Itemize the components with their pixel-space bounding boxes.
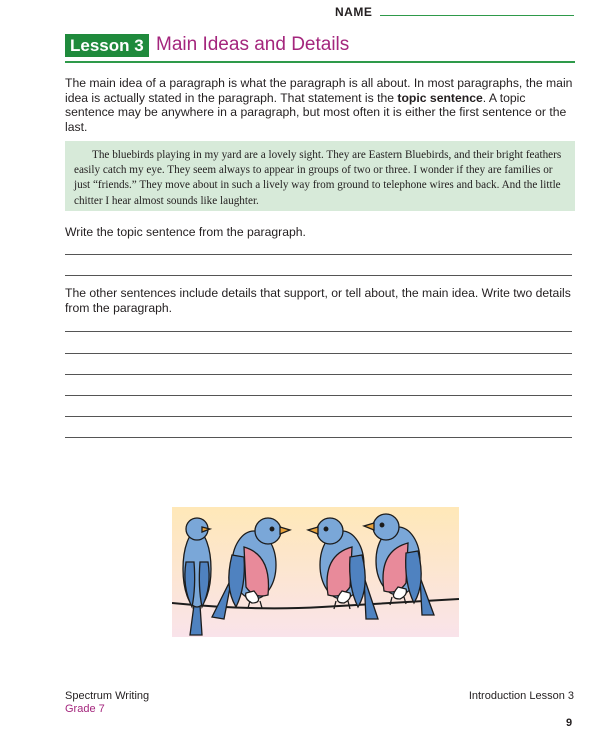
answer-line-3[interactable]	[65, 331, 572, 332]
footer-publisher: Spectrum Writing	[65, 690, 150, 702]
footer-section: Introduction Lesson 3	[468, 690, 574, 702]
name-label: NAME	[335, 5, 373, 19]
footer-grade: Grade 7	[65, 703, 105, 715]
question-topic-sentence: Write the topic sentence from the paragraph.	[65, 225, 306, 239]
answer-line-8[interactable]	[65, 437, 572, 438]
topic-sentence-term: topic sentence	[397, 90, 483, 105]
footer-left	[65, 690, 149, 716]
answer-line-6[interactable]	[65, 395, 572, 396]
lesson-badge: Lesson 3	[65, 34, 149, 57]
intro-text-after: . A topic sentence may be anywhere in a paragraph, but most often it is either the first sentence or the last.	[65, 90, 567, 134]
name-field[interactable]	[380, 15, 574, 16]
answer-line-5[interactable]	[65, 374, 572, 375]
answer-line-2[interactable]	[65, 275, 572, 276]
answer-line-1[interactable]	[65, 254, 572, 255]
intro-paragraph	[65, 76, 575, 134]
question-details: The other sentences include details that support, or tell about, the main idea. Write two details from the paragraph.	[65, 286, 571, 315]
bluebirds-on-wire-illustration	[172, 507, 459, 637]
answer-line-7[interactable]	[65, 416, 572, 417]
lesson-title: Main Ideas and Details	[156, 34, 350, 55]
bluebird-passage: The bluebirds playing in my yard are a lovely sight. They are Eastern Bluebirds, and their bright feathers easily catch my eye. They seem always to appear in groups of two or three. I wonder if they are families or just “friends.” They move about in such a lively way from ground to telephone wires and back. And the little chitter I hear almost sounds like laughter.	[65, 141, 575, 211]
page-number: 9	[566, 717, 573, 729]
title-divider	[65, 61, 575, 63]
answer-line-4[interactable]	[65, 353, 572, 354]
intro-text-before: The main idea of a paragraph is what the paragraph is all about. In most paragraphs, the main idea is actually stated in the paragraph. That statement is the	[65, 76, 573, 105]
